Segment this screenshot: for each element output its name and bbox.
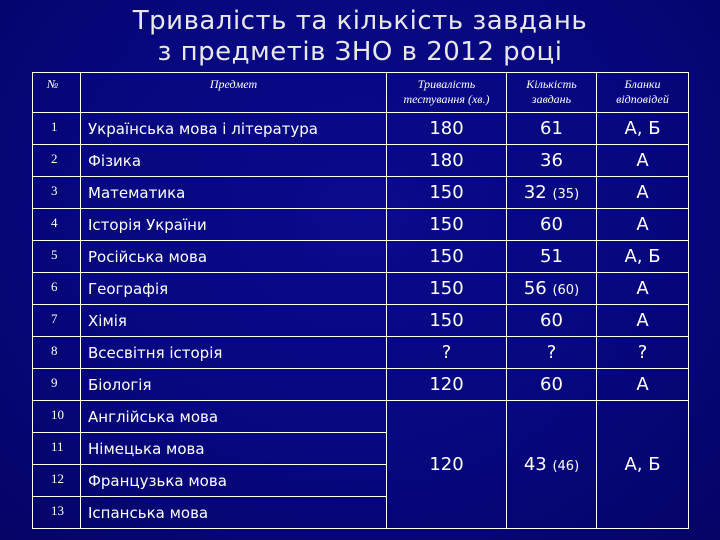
- row-number: 4: [33, 209, 81, 241]
- row-subject: Українська мова і література: [81, 113, 387, 145]
- table-row: [33, 273, 689, 305]
- row-forms: А, Б: [597, 241, 689, 273]
- row-subject: Фізика: [81, 145, 387, 177]
- row-duration: 150: [387, 177, 507, 209]
- row-forms: А: [597, 145, 689, 177]
- row-number: 9: [33, 369, 81, 401]
- count-value: 56: [523, 278, 547, 299]
- row-count: [507, 337, 597, 369]
- count-value: 60: [540, 214, 563, 235]
- row-duration: 120: [387, 369, 507, 401]
- row-subject: Російська мова: [81, 241, 387, 273]
- row-forms: А: [597, 273, 689, 305]
- count-note: (60): [552, 283, 580, 298]
- row-number: 8: [33, 337, 81, 369]
- table-row: [33, 401, 689, 433]
- row-forms: А: [597, 209, 689, 241]
- row-duration: 150: [387, 241, 507, 273]
- row-duration: 180: [387, 113, 507, 145]
- row-forms: А, Б: [597, 113, 689, 145]
- languages-forms: А, Б: [597, 401, 689, 529]
- row-number: 3: [33, 177, 81, 209]
- row-count: [507, 305, 597, 337]
- table-row: [33, 209, 689, 241]
- row-count: [507, 273, 597, 305]
- count-value: 51: [540, 246, 563, 267]
- row-subject: Математика: [81, 177, 387, 209]
- exam-table: [32, 72, 689, 529]
- count-value: 60: [540, 310, 563, 331]
- table-row: [33, 369, 689, 401]
- row-subject: Історія України: [81, 209, 387, 241]
- title-line-1: Тривалість та кількість завдань: [132, 6, 588, 36]
- row-number: 10: [33, 401, 81, 433]
- count-note: (46): [552, 459, 580, 474]
- row-number: 6: [33, 273, 81, 305]
- row-number: 1: [33, 113, 81, 145]
- header-number: №: [33, 73, 81, 113]
- count-value: 32: [523, 182, 547, 203]
- row-duration: ?: [387, 337, 507, 369]
- header-forms: Бланки відповідей: [597, 73, 689, 113]
- row-forms: А: [597, 305, 689, 337]
- count-value: ?: [546, 342, 557, 363]
- row-number: 7: [33, 305, 81, 337]
- table-row: [33, 337, 689, 369]
- row-subject: Іспанська мова: [81, 497, 387, 529]
- table-row: [33, 113, 689, 145]
- row-subject: Біологія: [81, 369, 387, 401]
- count-value: 61: [540, 118, 563, 139]
- row-count: [507, 209, 597, 241]
- header-count: Кількість завдань: [507, 73, 597, 113]
- row-subject: Всесвітня історія: [81, 337, 387, 369]
- header-row: [33, 73, 689, 113]
- row-number: 12: [33, 465, 81, 497]
- slide-title: [0, 6, 720, 68]
- row-duration: 150: [387, 273, 507, 305]
- row-forms: ?: [597, 337, 689, 369]
- row-count: [507, 241, 597, 273]
- row-duration: 150: [387, 305, 507, 337]
- table-row: [33, 177, 689, 209]
- row-subject: Хімія: [81, 305, 387, 337]
- languages-count: [507, 401, 597, 529]
- row-number: 2: [33, 145, 81, 177]
- row-count: [507, 113, 597, 145]
- row-number: 13: [33, 497, 81, 529]
- count-value: 36: [540, 150, 563, 171]
- row-forms: А: [597, 177, 689, 209]
- table-row: [33, 305, 689, 337]
- row-subject: Географія: [81, 273, 387, 305]
- row-count: [507, 145, 597, 177]
- count-note: (35): [552, 187, 580, 202]
- count-value: 60: [540, 374, 563, 395]
- languages-duration: 120: [387, 401, 507, 529]
- row-count: [507, 177, 597, 209]
- row-duration: 150: [387, 209, 507, 241]
- row-subject: Німецька мова: [81, 433, 387, 465]
- header-duration: Тривалість тестування (хв.): [387, 73, 507, 113]
- row-number: 11: [33, 433, 81, 465]
- count-value: 43: [523, 454, 547, 475]
- row-count: [507, 369, 597, 401]
- row-number: 5: [33, 241, 81, 273]
- title-line-2: з предметів ЗНО в 2012 році: [157, 37, 563, 67]
- table-row: [33, 145, 689, 177]
- table-row: [33, 241, 689, 273]
- row-duration: 180: [387, 145, 507, 177]
- row-forms: А: [597, 369, 689, 401]
- row-subject: Англійська мова: [81, 401, 387, 433]
- header-subject: Предмет: [81, 73, 387, 113]
- row-subject: Французька мова: [81, 465, 387, 497]
